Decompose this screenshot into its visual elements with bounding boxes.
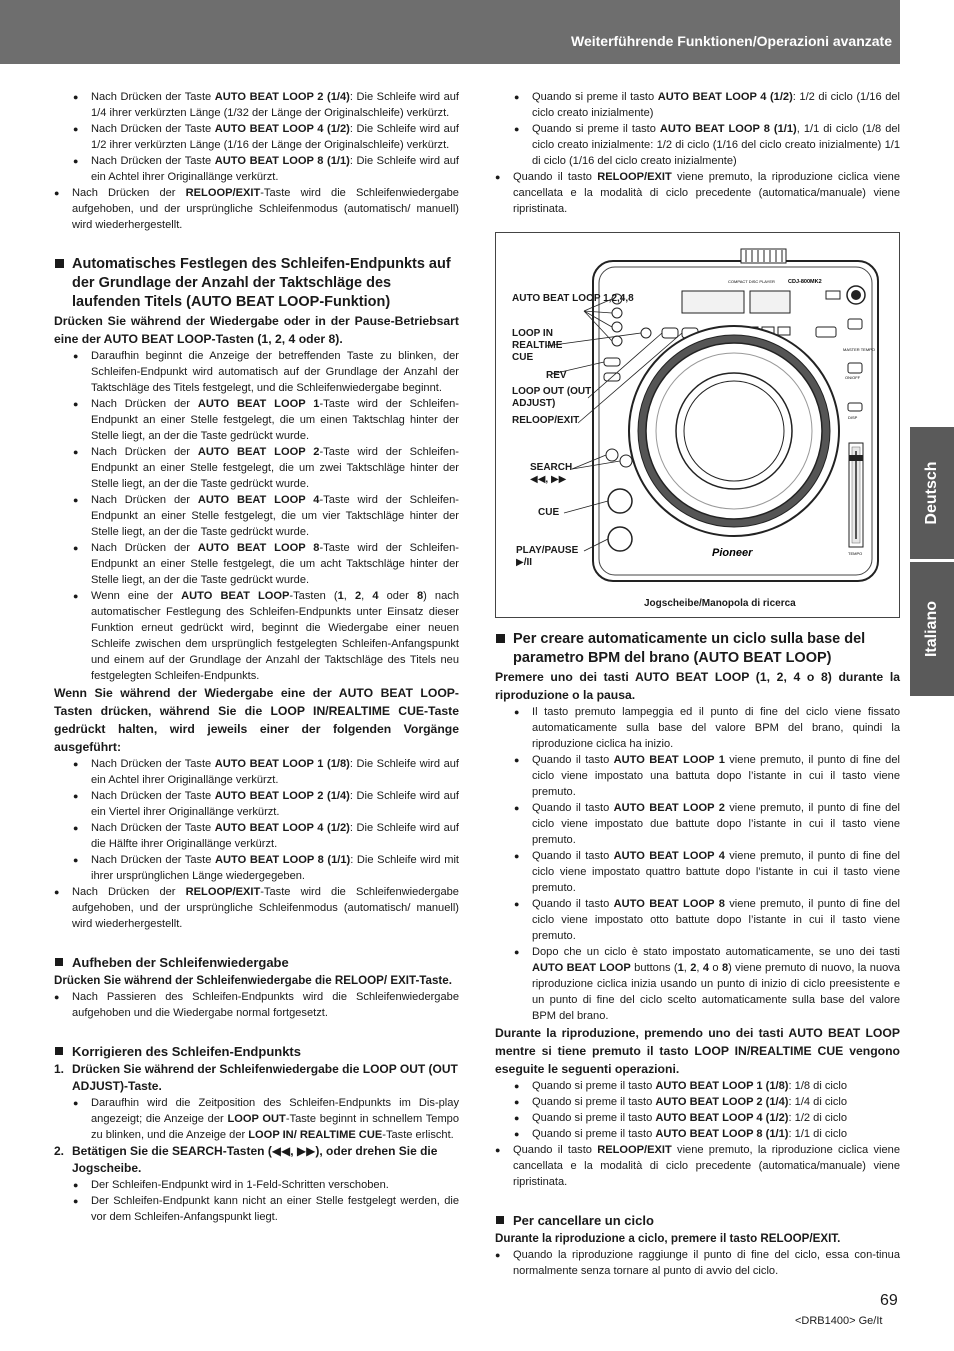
list-item: ● Der Schleifen-Endpunkt wird in 1-Feld-Schritten verschoben. [73, 1177, 459, 1193]
label-play-pause: PLAY/PAUSE ▶/II [516, 545, 579, 568]
label-search: SEARCH ◀◀, ▶▶ [530, 462, 573, 485]
lcd-display-small [750, 291, 790, 313]
section-heading: Aufheben der Schleifenwiedergabe [54, 954, 459, 972]
document-code: <DRB1400> Ge/It [795, 1315, 883, 1327]
instruction: Durante la riproduzione a ciclo, premere il tasto RELOOP/EXIT. [495, 1232, 841, 1245]
cue-button [608, 489, 632, 513]
list-item: ● Nach Drücken der AUTO BEAT LOOP 1-Taste wird der Schleifen-Endpunkt an einer Stelle festgelegt, die um einen Taktschlag hinter der Stelle liegt, an der die Taste gedrückt wurde. [73, 396, 459, 444]
label-auto-beat-loop: AUTO BEAT LOOP 1,2,4,8 [512, 293, 634, 304]
list-item: ● Quando il tasto RELOOP/EXIT viene premuto, la riproduzione ciclica viene cancellata e la modalità di ciclo precedente (automatica/manuale) viene ripristinata. [495, 169, 900, 217]
list-item: ● Der Schleifen-Endpunkt kann nicht an einer Stelle festgelegt werden, die vor dem Schleifen-Anfangspunkt liegt. [73, 1193, 459, 1225]
list-item: ● Quando si preme il tasto AUTO BEAT LOOP 4 (1/2): 1/2 di ciclo [514, 1110, 900, 1126]
list-item: ● Wenn eine der AUTO BEAT LOOP-Tasten (1, 2, 4 oder 8) nach automatischer Festlegung des Schleifen-Endpunkts unter Einsatz dieser Funktion erneut gedrückt wird, beginnt die Wiedergabe einer neuen Schleife zwischen dem ursprünglich festgelegten Schleifen-Anfangspunkt und einem auf der Grundlage der Anzahl der Taktschläge des Titels neu festgelegten Schleifen-Endpunkts. [73, 588, 459, 684]
list-item: ● Quando si preme il tasto AUTO BEAT LOOP 2 (1/4): 1/4 di ciclo [514, 1094, 900, 1110]
list-item: ● Nach Drücken der AUTO BEAT LOOP 8-Taste wird der Schleifen-Endpunkt an einer Stelle festgelegt, die um acht Taktschläge hinter der Stelle liegt, an der die Taste gedrückt wurde. [73, 540, 459, 588]
figure-caption: Jogscheibe/Manopola di ricerca [644, 598, 796, 609]
tempo-slider-knob [849, 455, 863, 461]
list-item: ● Quando si preme il tasto AUTO BEAT LOOP 1 (1/8): 1/8 di ciclo [514, 1078, 900, 1094]
list-item: ● Quando si preme il tasto AUTO BEAT LOOP 8 (1/1): 1/1 di ciclo [514, 1126, 900, 1142]
label-loop-out: LOOP OUT (OUT ADJUST) [512, 386, 592, 409]
label-loop-in: LOOP IN REALTIME CUE [512, 328, 563, 363]
list-item: ● Nach Drücken der AUTO BEAT LOOP 2-Taste wird der Schleifen-Endpunkt an einer Stelle festgelegt, die um zwei Taktschläge hinter der Stelle liegt, an der die Taste gedrückt wurde. [73, 444, 459, 492]
instruction: Wenn Sie während der Wiedergabe eine der AUTO BEAT LOOP-Tasten drücken, während Sie die LOOP IN/REALTIME CUE-Taste gedrückt halten, wird jeweils einer der folgenden Vorgänge ausgeführt: [54, 686, 459, 754]
list-item: ● Quando il tasto AUTO BEAT LOOP 2 viene premuto, il punto di fine del ciclo viene impostato due battute dopo l’istante in cui il tasto viene premuto. [514, 800, 900, 848]
device-type: COMPACT DISC PLAYER [728, 279, 775, 284]
device-model: CDJ-800MK2 [788, 279, 822, 285]
master-tempo-subtext: ON/OFF [845, 375, 861, 380]
list-item: ● Nach Drücken der Taste AUTO BEAT LOOP 2 (1/4): Die Schleife wird auf ein Viertel ihrer Originallänge verkürzt. [73, 788, 459, 820]
list-item: ● Nach Drücken der Taste AUTO BEAT LOOP 4 (1/2): Die Schleife wird auf 1/2 ihrer verkürzten Länge (1/16 der Länge der Originalschleife) verkürzt. [73, 121, 459, 153]
header-bar [0, 0, 900, 64]
cdj-figure [495, 232, 900, 618]
section-heading: Per cancellare un ciclo [495, 1212, 900, 1230]
list-item: ● Quando si preme il tasto AUTO BEAT LOOP 4 (1/2): 1/2 di ciclo (1/16 del ciclo creato inizialmente) [514, 89, 900, 121]
tab-italiano-label: Italiano [923, 600, 940, 658]
step-2: 2. Betätigen Sie die SEARCH-Tasten (◀◀, ▶▶), oder drehen Sie die Jogscheibe. [54, 1144, 438, 1175]
tab-deutsch [910, 427, 954, 559]
header-title: Weiterführende Funktionen/Operazioni avanzate [570, 33, 892, 49]
section-heading: Per creare automaticamente un ciclo sulla base del parametro BPM del brano (AUTO BEAT LOOP) [495, 630, 900, 668]
list-item: ● Daraufhin wird die Zeitposition des Schleifen-Endpunkts im Dis-play angezeigt; die Anzeige der LOOP OUT-Taste beginnt in schnellem Tempo zu blinken, und die Anzeige der LOOP IN/ REALTIME CUE-Taste erlischt. [73, 1095, 459, 1143]
top-vent [741, 249, 786, 263]
tempo-label: TEMPO [848, 551, 863, 556]
list-item: ● Quando il tasto AUTO BEAT LOOP 1 viene premuto, il punto di fine del ciclo viene impostato una battuta dopo l’istante in cui il tasto viene premuto. [514, 752, 900, 800]
jog-wheel [629, 326, 839, 536]
label-reloop-exit: RELOOP/EXIT [512, 415, 580, 426]
label-cue: CUE [538, 507, 560, 518]
master-tempo-label: MASTER TEMPO [843, 347, 875, 352]
section-heading: Automatisches Festlegen des Schleifen-Endpunkts auf der Grundlage der Anzahl der Taktschläge des laufenden Titels (AUTO BEAT LOOP-Funktion) [54, 255, 459, 312]
list-item: ● Nach Drücken der Taste AUTO BEAT LOOP 8 (1/1): Die Schleife wird mit ihrer ursprünglichen Länge wiedergegeben. [73, 852, 459, 884]
list-item: ● Il tasto premuto lampeggia ed il punto di fine del ciclo viene fissato automaticamente sulla base del valore BPM del brano, quindi la riproduzione ciclica ha inizio. [514, 704, 900, 752]
list-item: ● Quando il tasto RELOOP/EXIT viene premuto, la riproduzione ciclica viene cancellata e la modalità di ciclo precedente (automatica/manuale) viene ripristinata. [495, 1142, 900, 1190]
list-item: ● Quando il tasto AUTO BEAT LOOP 8 viene premuto, il punto di fine del ciclo viene impostato otto battute dopo l’istante in cui il tasto viene premuto. [514, 896, 900, 944]
list-item: ● Quando il tasto AUTO BEAT LOOP 4 viene premuto, il punto di fine del ciclo viene impostato quattro battute dopo l’istante in cui il tasto viene premuto. [514, 848, 900, 896]
list-item: ● Daraufhin beginnt die Anzeige der betreffenden Taste zu blinken, der Schleifen-Endpunkt wird automatisch auf der Grundlage der Anzahl der Taktschläge des Titels festgelegt, und die Schleifenwiedergabe beginnt. [73, 348, 459, 396]
page-number: 69 [880, 1292, 898, 1309]
tab-italiano [910, 562, 954, 696]
list-item: ● Nach Drücken der Taste AUTO BEAT LOOP 8 (1/1): Die Schleife wird auf ein Achtel ihrer Originallänge verkürzt. [73, 153, 459, 185]
label-rev: REV [546, 370, 567, 381]
list-item: ● Nach Drücken der AUTO BEAT LOOP 4-Taste wird der Schleifen-Endpunkt an einer Stelle festgelegt, die um vier Taktschläge hinter der Stelle liegt, an der die Taste gedrückt wurde. [73, 492, 459, 540]
step-1: 1. Drücken Sie während der Schleifenwiedergabe die LOOP OUT (OUT ADJUST)-Taste. [54, 1062, 458, 1093]
instruction: Drücken Sie während der Wiedergabe oder in der Pause-Betriebsart eine der AUTO BEAT LOOP-Tasten (1, 2, 4 oder 8). [54, 314, 459, 346]
list-item: ● Quando la riproduzione raggiunge il punto di fine del ciclo, essa con-tinua normalmente senza tornare al punto di avvio del ciclo. [495, 1247, 900, 1279]
column-italian-bottom [495, 630, 900, 1279]
list-item: ● Nach Drücken der Taste AUTO BEAT LOOP 4 (1/2): Die Schleife wird auf die Hälfte ihrer Originallänge verkürzt. [73, 820, 459, 852]
tab-deutsch-label: Deutsch [923, 461, 940, 525]
instruction: Drücken Sie während der Schleifenwiedergabe die RELOOP/ EXIT-Taste. [54, 974, 452, 987]
section-heading: Korrigieren des Schleifen-Endpunkts [54, 1043, 459, 1061]
list-item: ● Nach Drücken der RELOOP/EXIT-Taste wird die Schleifenwiedergabe aufgehoben, und der ursprüngliche Schleifenmodus (automatisch/ manuell) wird wiederhergestellt. [54, 884, 459, 932]
disp-label: DISP [848, 415, 858, 420]
pioneer-logo: Pioneer [712, 547, 753, 559]
column-german [54, 89, 459, 1225]
list-item: ● Nach Drücken der Taste AUTO BEAT LOOP 2 (1/4): Die Schleife wird auf 1/4 ihrer verkürzten Länge (1/32 der Länge der Originalschleife) verkürzt. [73, 89, 459, 121]
list-item: ● Quando si preme il tasto AUTO BEAT LOOP 8 (1/1), 1/1 di ciclo (1/8 del ciclo creato inizialmente: 1/2 di ciclo (1/16 del ciclo creato inizialmente) 1/1 di ciclo (1/16 del ciclo creato inizialmente) [514, 121, 900, 169]
column-italian-top [495, 89, 900, 217]
play-pause-button [608, 527, 632, 551]
list-item: ● Nach Drücken der Taste AUTO BEAT LOOP 1 (1/8): Die Schleife wird auf ein Achtel ihrer Originallänge verkürzt. [73, 756, 459, 788]
list-item: ● Nach Passieren des Schleifen-Endpunkts wird die Schleifenwiedergabe aufgehoben und die Wiedergabe normal fortgesetzt. [54, 989, 459, 1021]
lcd-display [682, 291, 744, 313]
instruction: Premere uno dei tasti AUTO BEAT LOOP (1, 2, 4 o 8) durante la riproduzione o la pausa. [495, 670, 900, 702]
list-item: ● Dopo che un ciclo è stato impostato automaticamente, se uno dei tasti AUTO BEAT LOOP buttons (1, 2, 4 o 8) viene premuto di nuovo, la nuova riproduzione ciclica inizia usando un punto di inizio di ciclo preesistente e un punto di fine del ciclo scelto automaticamente sulla base del valore BPM del brano. [514, 944, 900, 1024]
list-item: ● Nach Drücken der RELOOP/EXIT-Taste wird die Schleifenwiedergabe aufgehoben, und der ursprüngliche Schleifenmodus (automatisch/ manuell) wird wiederhergestellt. [54, 185, 459, 233]
instruction: Durante la riproduzione, premendo uno dei tasti AUTO BEAT LOOP mentre si tiene premuto il tasto LOOP IN/REALTIME CUE vengono eseguite le seguenti operazioni. [495, 1026, 900, 1076]
